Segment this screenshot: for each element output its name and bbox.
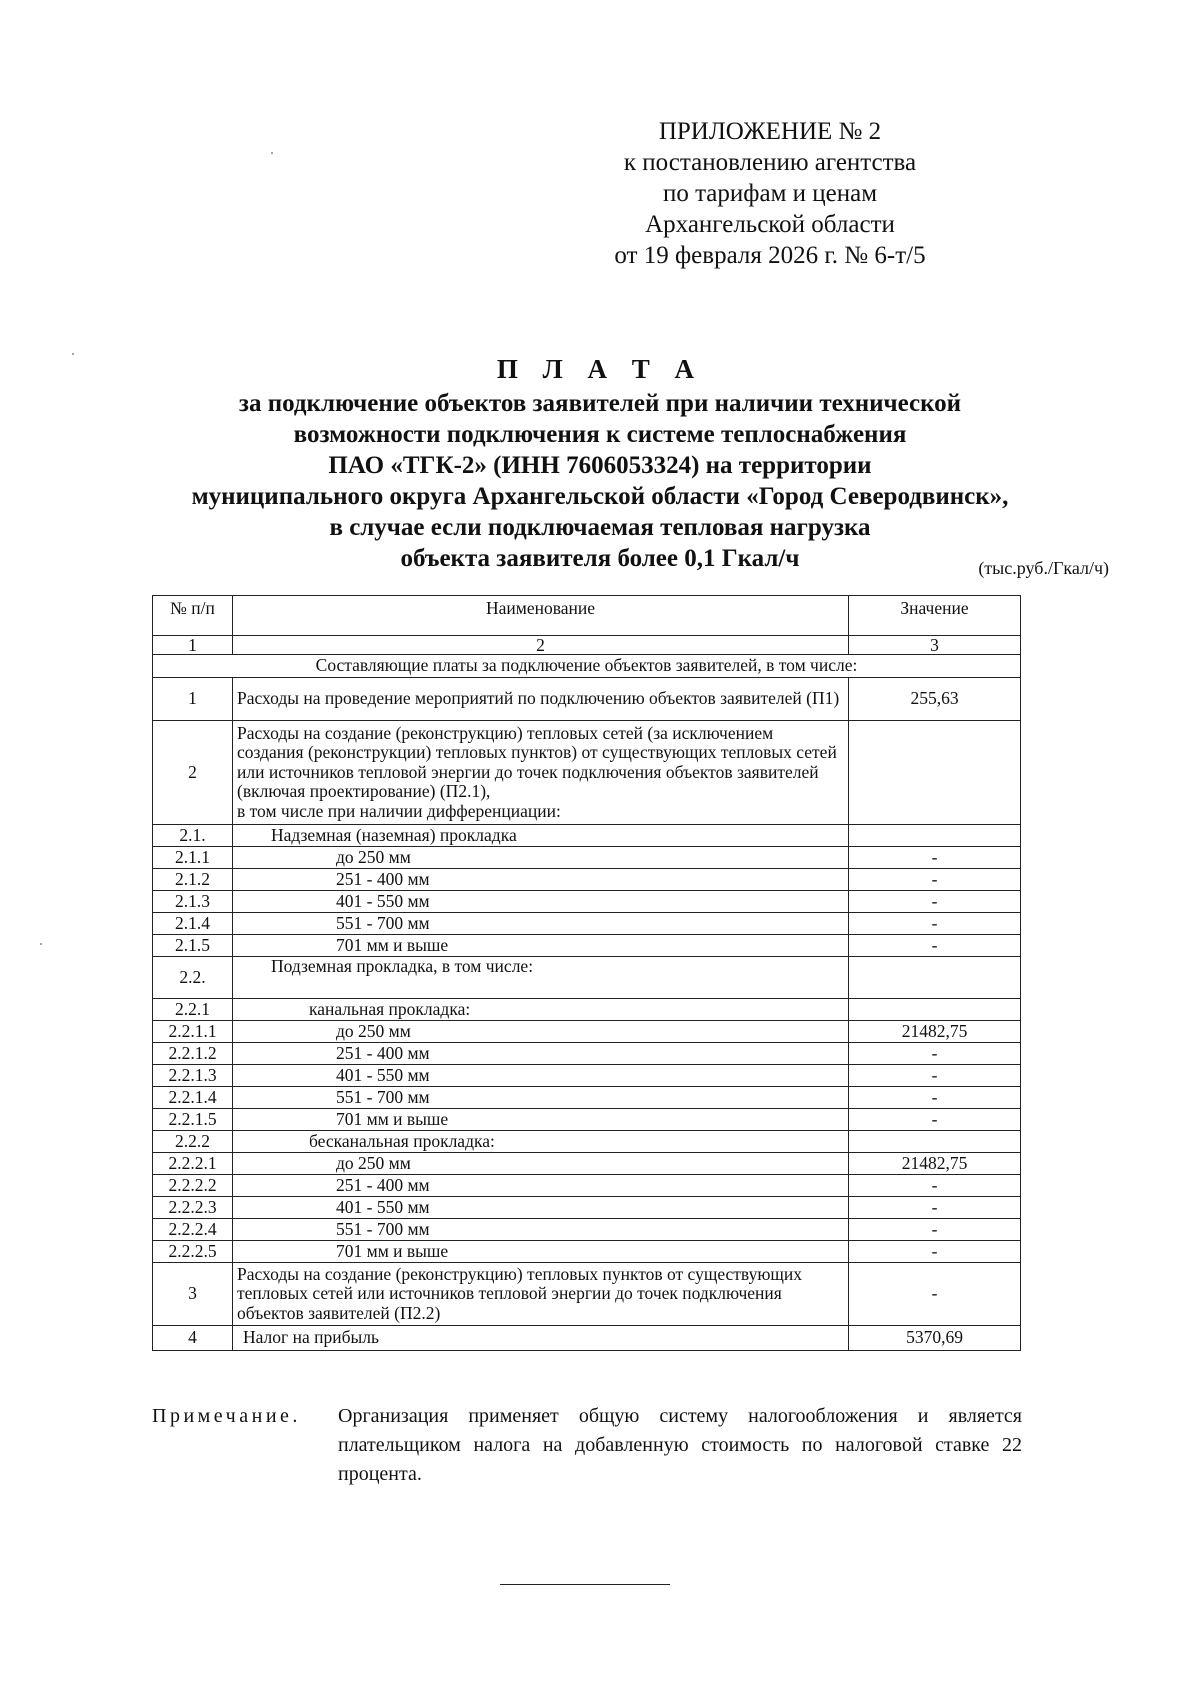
row-name: канальная прокладка: bbox=[233, 999, 849, 1021]
row-num: 2 bbox=[153, 721, 233, 825]
row-num: 2.1.1 bbox=[153, 847, 233, 869]
scan-speck bbox=[72, 353, 74, 355]
row-value bbox=[849, 1131, 1021, 1153]
row-value: - bbox=[849, 847, 1021, 869]
row-value: - bbox=[849, 1109, 1021, 1131]
row-value: - bbox=[849, 1197, 1021, 1219]
row-num: 2.2.2.3 bbox=[153, 1197, 233, 1219]
section-title: Составляющие платы за подключение объектов заявителей, в том числе: bbox=[153, 655, 1021, 678]
table-row bbox=[153, 999, 1021, 1021]
row-value: - bbox=[849, 1219, 1021, 1241]
table-row bbox=[153, 1175, 1021, 1197]
row-name: 701 мм и выше bbox=[233, 935, 849, 957]
row-num: 4 bbox=[153, 1326, 233, 1351]
table-row bbox=[153, 1197, 1021, 1219]
table-row bbox=[153, 1219, 1021, 1241]
row-value bbox=[849, 957, 1021, 999]
column-index: 3 bbox=[849, 636, 1021, 655]
appendix-line: к постановлению агентства bbox=[623, 149, 917, 176]
column-index: 1 bbox=[153, 636, 233, 655]
title-line: возможности подключения к системе теплоснабжения bbox=[293, 421, 907, 448]
table-row bbox=[153, 957, 1021, 999]
row-num: 2.1.4 bbox=[153, 913, 233, 935]
closing-rule bbox=[500, 1584, 670, 1585]
table-row bbox=[153, 678, 1021, 721]
row-name: Расходы на создание (реконструкцию) тепловых пунктов от существующих тепловых сетей или источников тепловой энергии до точек подключения объектов заявителей (П2.2) bbox=[233, 1263, 849, 1326]
row-name-cell bbox=[233, 721, 849, 825]
title-line: в случае если подключаемая тепловая нагрузка bbox=[329, 514, 871, 541]
row-name: 701 мм и выше bbox=[233, 1241, 849, 1263]
row-num: 2.1. bbox=[153, 825, 233, 847]
row-num: 2.2.2.1 bbox=[153, 1153, 233, 1175]
row-num: 2.1.2 bbox=[153, 869, 233, 891]
row-value: - bbox=[849, 913, 1021, 935]
row-value: 21482,75 bbox=[849, 1153, 1021, 1175]
section-row bbox=[153, 655, 1021, 678]
row-value bbox=[849, 825, 1021, 847]
row-num: 3 bbox=[153, 1263, 233, 1326]
table-row bbox=[153, 1131, 1021, 1153]
table-row bbox=[153, 847, 1021, 869]
header-num: № п/п bbox=[153, 596, 233, 636]
units-label: (тыс.руб./Гкал/ч) bbox=[978, 558, 1109, 578]
row-value: 21482,75 bbox=[849, 1021, 1021, 1043]
table-row bbox=[153, 891, 1021, 913]
header-name: Наименование bbox=[233, 596, 849, 636]
row-value: - bbox=[849, 935, 1021, 957]
row-name: Расходы на проведение мероприятий по подключению объектов заявителей (П1) bbox=[233, 678, 849, 721]
column-index: 2 bbox=[233, 636, 849, 655]
table-header-row bbox=[153, 596, 1021, 636]
row-name: 701 мм и выше bbox=[233, 1109, 849, 1131]
row-num: 2.2.1.2 bbox=[153, 1043, 233, 1065]
row-name: Надземная (наземная) прокладка bbox=[233, 825, 849, 847]
title-line: муниципального округа Архангельской области «Город Северодвинск», bbox=[191, 483, 1009, 510]
row-name: 251 - 400 мм bbox=[233, 1043, 849, 1065]
row-value: - bbox=[849, 1263, 1021, 1326]
row-value: - bbox=[849, 1043, 1021, 1065]
row-num: 2.2.2.2 bbox=[153, 1175, 233, 1197]
scan-speck bbox=[40, 943, 42, 945]
title-main: П Л А Т А bbox=[496, 354, 704, 384]
title-line: за подключение объектов заявителей при наличии технической bbox=[238, 390, 962, 417]
table-row bbox=[153, 721, 1021, 825]
table-row bbox=[153, 869, 1021, 891]
appendix-header bbox=[600, 116, 940, 271]
row-num: 2.1.3 bbox=[153, 891, 233, 913]
fee-table bbox=[152, 595, 1021, 1351]
row-num: 2.2. bbox=[153, 957, 233, 999]
table-row bbox=[153, 1087, 1021, 1109]
table-row bbox=[153, 1109, 1021, 1131]
row-value: - bbox=[849, 1087, 1021, 1109]
row-num: 1 bbox=[153, 678, 233, 721]
row-name: 551 - 700 мм bbox=[233, 1219, 849, 1241]
row-value bbox=[849, 999, 1021, 1021]
row-name-extra: в том числе при наличии дифференциации: bbox=[237, 800, 561, 821]
header-value: Значение bbox=[849, 596, 1021, 636]
row-name: Расходы на создание (реконструкцию) тепловых сетей (за исключением создания (реконструкции) тепловых пунктов) от существующих тепловых сетей или источников тепловой энергии до точек подключения объектов заявителей (включая проектирование) (П2.1), bbox=[237, 722, 837, 802]
table-row bbox=[153, 913, 1021, 935]
row-value: 5370,69 bbox=[849, 1326, 1021, 1351]
title-line: ПАО «ТГК-2» (ИНН 7606053324) на территории bbox=[328, 452, 872, 479]
table-row bbox=[153, 1021, 1021, 1043]
row-value bbox=[849, 721, 1021, 825]
row-num: 2.2.1.4 bbox=[153, 1087, 233, 1109]
row-name: бесканальная прокладка: bbox=[233, 1131, 849, 1153]
row-value: - bbox=[849, 1065, 1021, 1087]
row-value: 255,63 bbox=[849, 678, 1021, 721]
row-num: 2.2.1 bbox=[153, 999, 233, 1021]
row-name: 551 - 700 мм bbox=[233, 1087, 849, 1109]
scan-speck bbox=[271, 152, 273, 154]
appendix-line: Архангельской области bbox=[645, 211, 895, 238]
row-value: - bbox=[849, 869, 1021, 891]
note-text: Организация применяет общую систему налогообложения и является плательщиком налога на добавленную стоимость по налоговой ставке 22 процента. bbox=[338, 1405, 1022, 1485]
row-name: Налог на прибыль bbox=[233, 1326, 849, 1351]
row-num: 2.2.1.1 bbox=[153, 1021, 233, 1043]
row-num: 2.2.2 bbox=[153, 1131, 233, 1153]
row-name: 551 - 700 мм bbox=[233, 913, 849, 935]
row-num: 2.2.2.5 bbox=[153, 1241, 233, 1263]
row-num: 2.1.5 bbox=[153, 935, 233, 957]
row-name: 401 - 550 мм bbox=[233, 1197, 849, 1219]
row-num: 2.2.1.3 bbox=[153, 1065, 233, 1087]
note-label: Примечание. bbox=[152, 1405, 301, 1427]
table-row bbox=[153, 1326, 1021, 1351]
row-name: 401 - 550 мм bbox=[233, 891, 849, 913]
row-num: 2.2.2.4 bbox=[153, 1219, 233, 1241]
row-value: - bbox=[849, 1241, 1021, 1263]
row-name: до 250 мм bbox=[233, 1153, 849, 1175]
row-name: 401 - 550 мм bbox=[233, 1065, 849, 1087]
appendix-line: по тарифам и ценам bbox=[662, 180, 878, 207]
column-index-row bbox=[153, 636, 1021, 655]
appendix-date: от 19 февраля 2026 г. № 6-т/5 bbox=[614, 242, 926, 269]
appendix-title: ПРИЛОЖЕНИЕ № 2 bbox=[658, 118, 882, 145]
table-row bbox=[153, 1153, 1021, 1175]
row-num: 2.2.1.5 bbox=[153, 1109, 233, 1131]
row-name: 251 - 400 мм bbox=[233, 869, 849, 891]
table-row bbox=[153, 1043, 1021, 1065]
row-name: до 250 мм bbox=[233, 847, 849, 869]
table-row bbox=[153, 1065, 1021, 1087]
title-line: объекта заявителя более 0,1 Гкал/ч bbox=[400, 545, 800, 572]
table-row bbox=[153, 1263, 1021, 1326]
row-name: Подземная прокладка, в том числе: bbox=[233, 957, 849, 999]
table-row bbox=[153, 825, 1021, 847]
row-value: - bbox=[849, 891, 1021, 913]
table-row bbox=[153, 1241, 1021, 1263]
row-value: - bbox=[849, 1175, 1021, 1197]
row-name: до 250 мм bbox=[233, 1021, 849, 1043]
table-row bbox=[153, 935, 1021, 957]
row-name: 251 - 400 мм bbox=[233, 1175, 849, 1197]
document-title bbox=[90, 352, 1110, 574]
